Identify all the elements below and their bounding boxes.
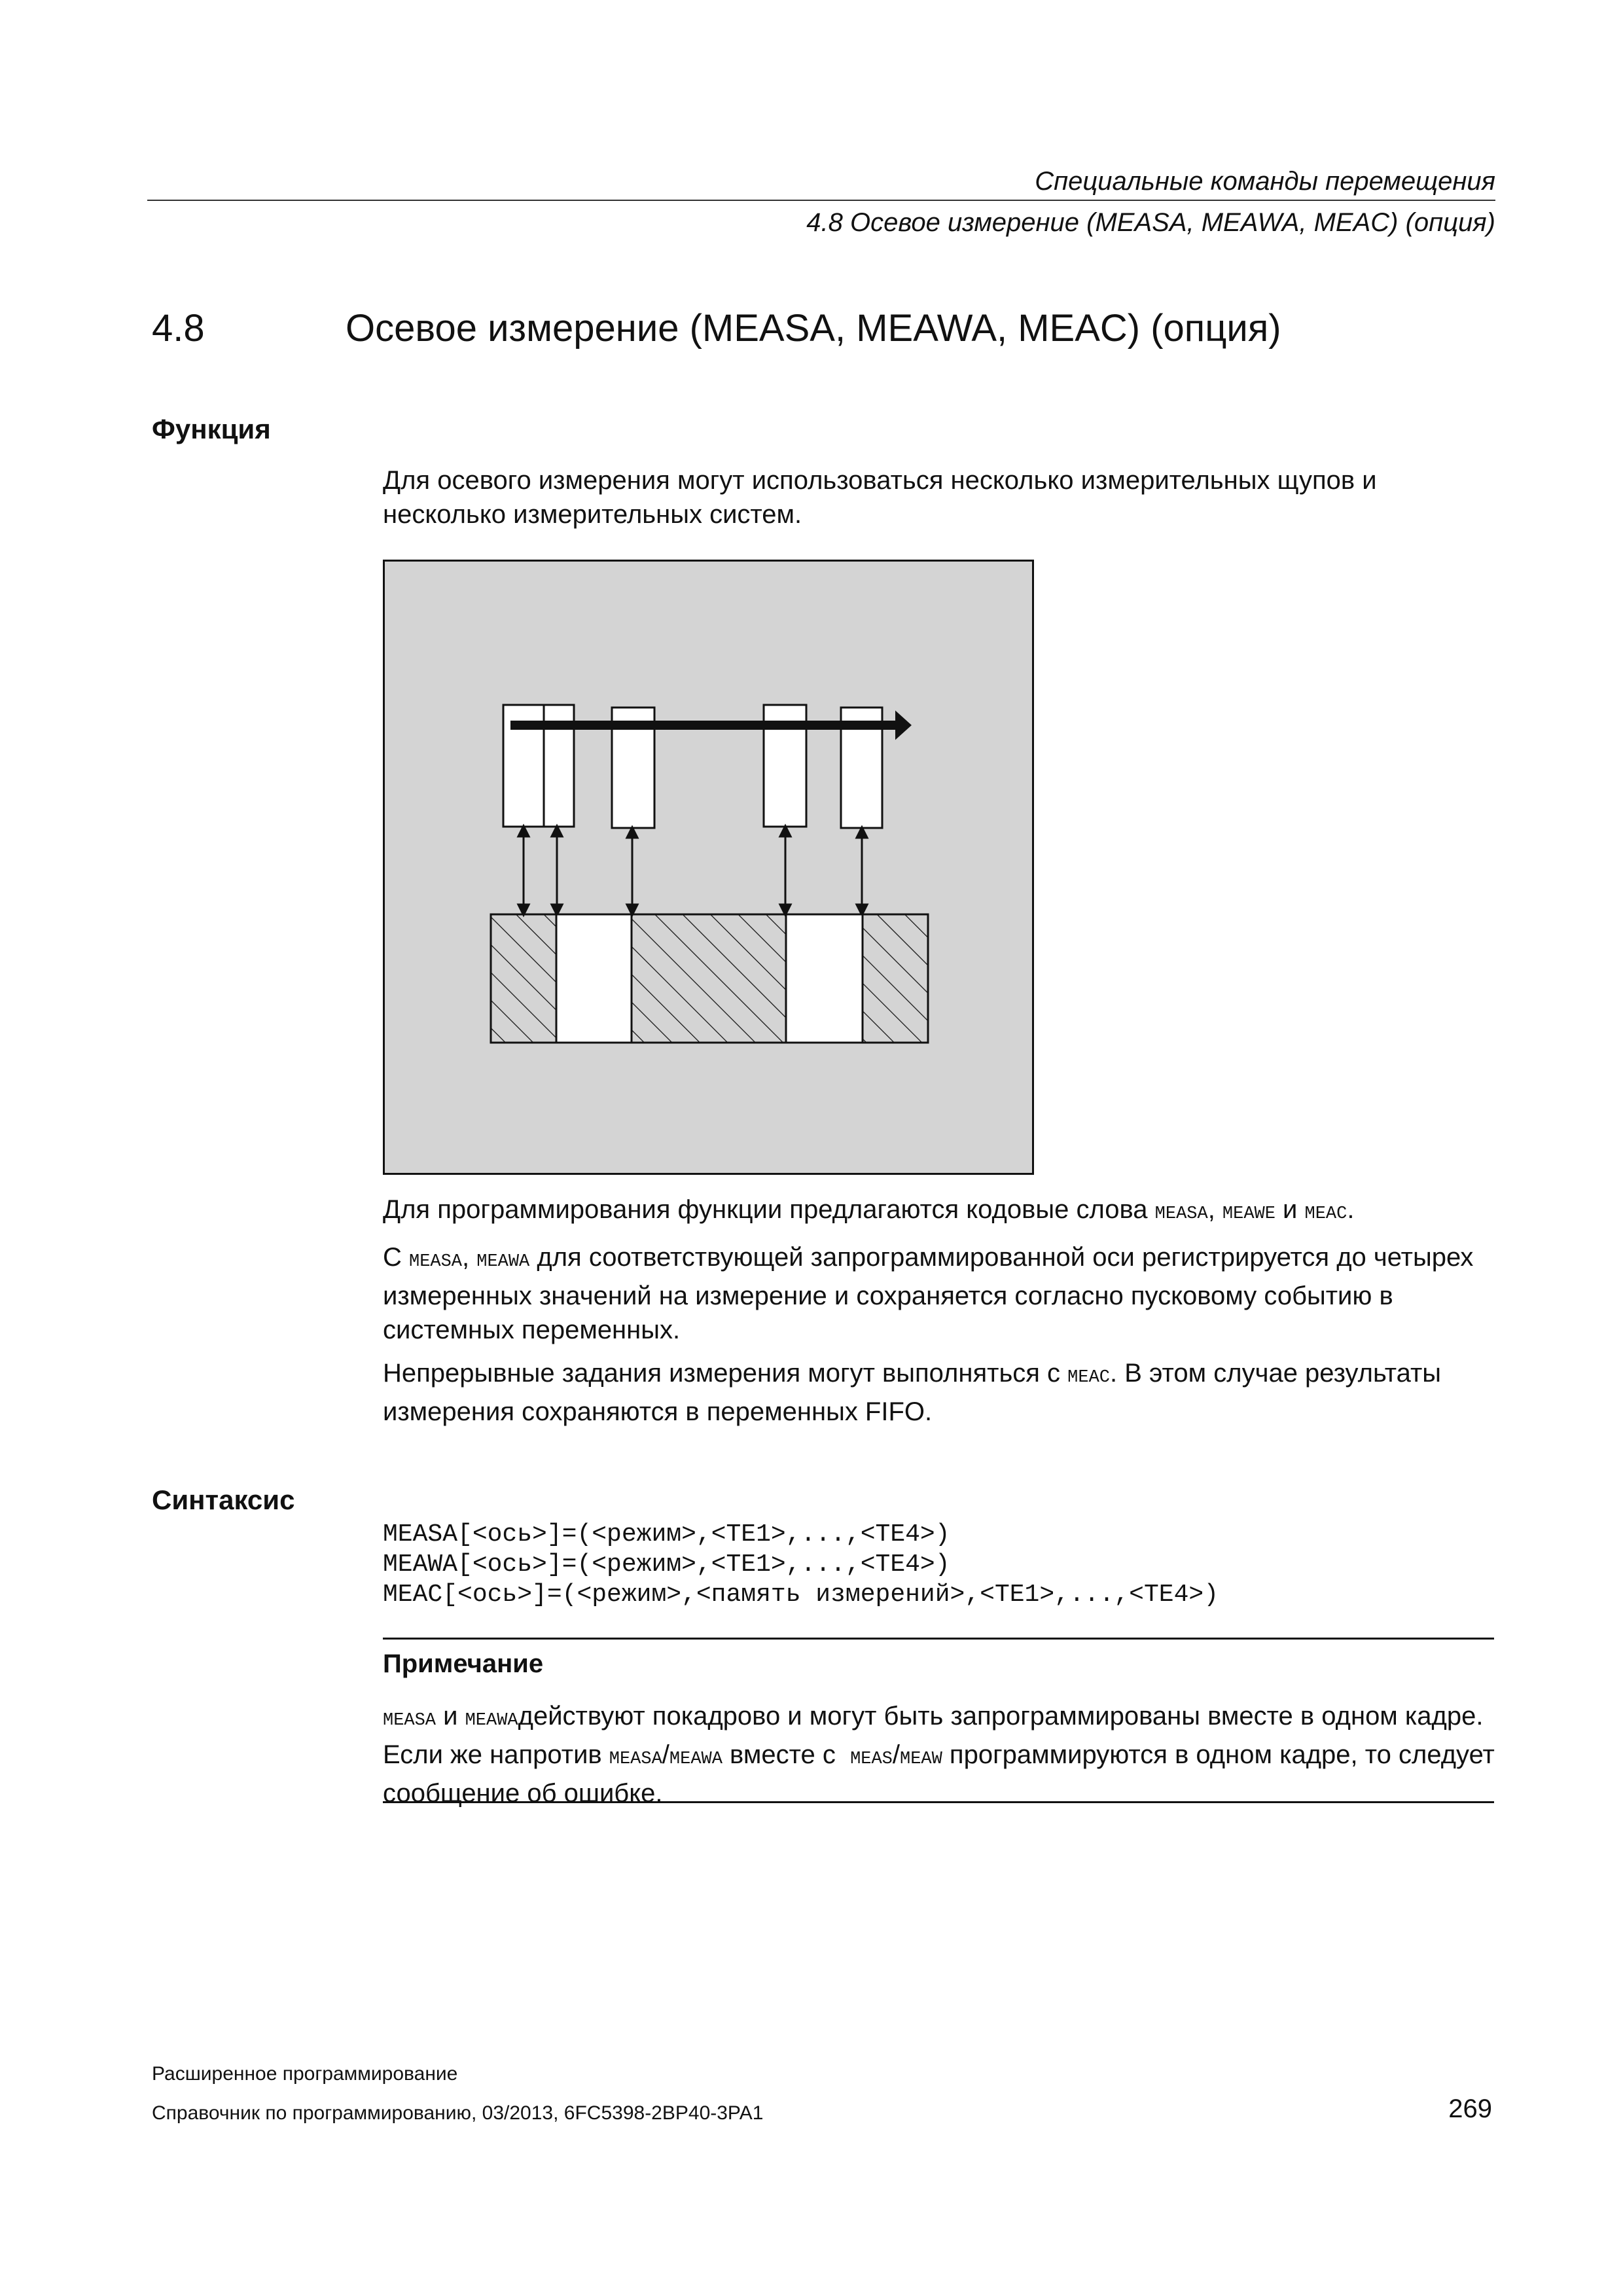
para1-text-pre: Для программирования функции предлагаются кодовые слова [383,1195,1155,1224]
syntax-code-line-1: MEASA[<ось>]=(<режим>,<TE1>,...,<TE4>) [383,1520,950,1549]
keyword-measa: MEASA [609,1749,662,1769]
note-title: Примечание [383,1649,544,1678]
workpiece-gap-2 [786,914,863,1043]
note-top-rule [383,1638,1494,1640]
keyword-meawa: MEAWA [669,1749,722,1769]
para3-post: . В этом случае результаты измерения сохраняются в переменных FIFO. [383,1359,1442,1426]
workpiece-gap-1 [556,914,632,1043]
note-text-6: программируются в одном кадре, то следует сообщение об ошибке. [383,1740,1495,1808]
keyword-measa: MEASA [1154,1204,1208,1224]
para2-text-pre: С [383,1243,409,1272]
figure-background [384,561,1033,1174]
keyword-meas: MEAS [850,1749,893,1769]
workpiece-hatched-3 [863,914,928,1043]
keyword-meac: MEAC [1067,1368,1110,1388]
note-text-3: / [662,1740,669,1769]
keyword-meac: MEAC [1304,1204,1347,1224]
footer-manual-info: Справочник по программированию, 03/2013, 6FC5398-2BP40-3PA1 [152,2102,764,2124]
page-number: 269 [1448,2094,1492,2123]
syntax-code-line-2: MEAWA[<ось>]=(<режим>,<TE1>,...,<TE4>) [383,1551,950,1579]
para1-post: . [1347,1195,1355,1224]
function-intro [383,463,1495,531]
syntax-heading: Синтаксис [152,1484,295,1515]
measurement-diagram [383,560,1034,1175]
running-header-section: 4.8 Осевое измерение (MEASA, MEAWA, MEAC) (опция) [806,208,1495,237]
workpiece-hatched-1 [491,914,556,1043]
keyword-measa: MEASA [409,1252,463,1272]
measurement-diagram-svg [383,560,1034,1175]
note-bottom-rule [383,1801,1494,1803]
workpiece-hatched-2 [632,914,786,1043]
note-text-2: действуют покадрово и могут быть запрограммированы вместе в одном кадре. Если же напротив [383,1702,1484,1769]
keyword-meawa: MEAWA [476,1252,530,1272]
para2-post: для соответствующей запрограммированной оси регистрируется до четырех измеренных значений на измерение и сохраняется согласно пусковому событию в системных переменных. [383,1243,1474,1344]
function-intro-text: Для осевого измерения могут использоваться несколько измерительных щупов и несколько измерительных систем. [383,466,1377,529]
keyword-meaw: MEAW [900,1749,942,1769]
function-para-1 [383,1193,1495,1231]
keyword-measa: MEASA [383,1711,437,1731]
keyword-meawa: MEAWA [465,1711,518,1731]
syntax-code-line-3: MEAC[<ось>]=(<режим>,<память измерений>,<TE1>,...,<TE4>) [383,1581,1219,1609]
para1-sep2: и [1275,1195,1305,1224]
note-text-5: / [892,1740,900,1769]
section-number: 4.8 [152,307,205,350]
function-para-3 [383,1356,1495,1429]
function-heading: Функция [152,414,271,444]
para3-text-pre: Непрерывные задания измерения могут выполняться с [383,1359,1068,1388]
footer-book-title: Расширенное программирование [152,2063,458,2085]
note-body [383,1699,1495,1810]
para2-sep1: , [462,1243,477,1272]
note-text-1: и [436,1702,465,1731]
running-header-chapter: Специальные команды перемещения [1035,167,1495,196]
function-para-2 [383,1240,1495,1347]
header-rule [147,200,1495,201]
section-title: Осевое измерение (MEASA, MEAWA, MEAC) (опция) [346,307,1281,350]
keyword-meawe: MEAWE [1222,1204,1275,1224]
para1-sep1: , [1207,1195,1222,1224]
note-text-4: вместе с [722,1740,851,1769]
